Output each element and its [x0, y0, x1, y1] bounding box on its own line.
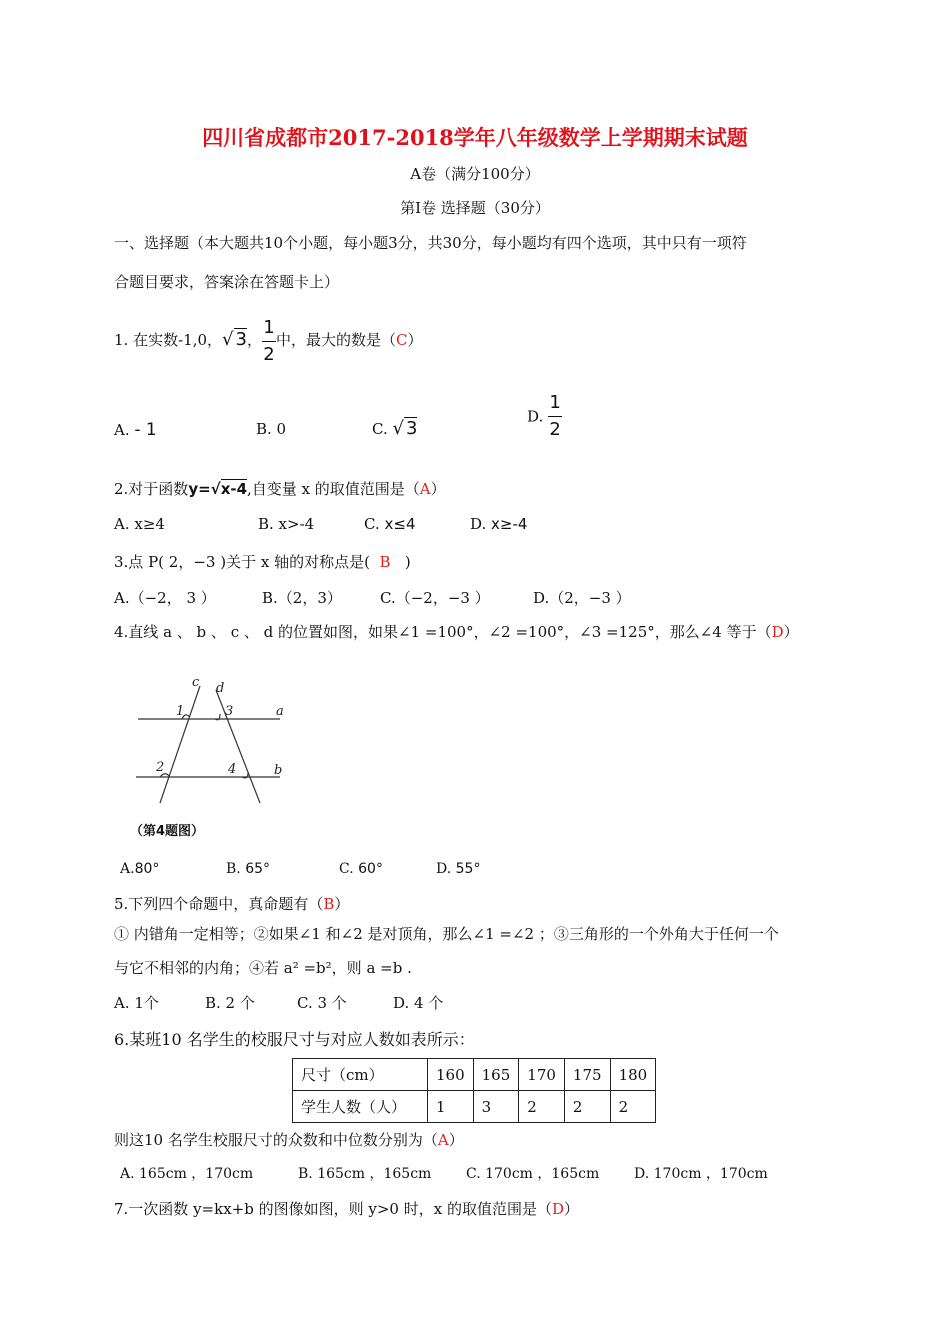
question-3: 3.点 P( 2，−3 )关于 x 轴的对称点是( B ) — [114, 553, 411, 571]
q6-option-a: A. 165cm ，170cm — [120, 1166, 254, 1182]
q6-answer: A — [437, 1131, 449, 1149]
q5-option-b: B. 2 个 — [205, 994, 255, 1012]
question-7: 7.一次函数 y=kx+b 的图像如图，则 y>0 时，x 的取值范围是（D） — [114, 1200, 580, 1218]
q1-suffix: 中，最大的数是（ — [275, 331, 396, 349]
table-cell: 3 — [473, 1091, 519, 1123]
label-angle-3: 3 — [225, 704, 234, 719]
table-row — [293, 1059, 656, 1091]
question-1 — [114, 314, 422, 366]
table-cell: 170 — [519, 1059, 565, 1091]
table-row — [293, 1091, 656, 1123]
q1-option-c-sqrt: √ 3 — [392, 418, 418, 439]
q6-option-c: C. 170cm ，165cm — [466, 1166, 600, 1182]
q2-answer: A — [419, 480, 431, 498]
q1-option-b: B. 0 — [256, 420, 287, 438]
q2-formula: y=√x-4 — [188, 480, 248, 498]
q4-option-a: A.80° — [120, 861, 160, 877]
q4-figure — [120, 670, 310, 818]
q3-option-b: B.（2，3） — [262, 589, 342, 607]
label-a: a — [276, 704, 284, 719]
q2-option-d: D. x≥-4 — [470, 515, 528, 533]
question-2: 2.对于函数y=√x-4,自变量 x 的取值范围是（A） — [114, 480, 446, 498]
q5-option-d: D. 4 个 — [393, 994, 444, 1012]
q1-close: ） — [407, 331, 423, 349]
q4-option-d: D. 55° — [436, 861, 481, 877]
q1-sqrt-radicand: 3 — [235, 329, 247, 350]
q1-option-c: C. √ 3 — [372, 418, 418, 439]
q1-answer: C — [395, 331, 408, 349]
q3-option-d: D.（2，−3 ） — [533, 589, 631, 607]
q1-sep: ， — [246, 331, 262, 349]
q4-option-b: B. 65° — [226, 861, 271, 877]
q4-figure-caption: （第4题图） — [130, 824, 205, 839]
q6-question: 则这10 名学生校服尺寸的众数和中位数分别为（A） — [114, 1131, 464, 1149]
table-cell-size-header: 尺寸（cm） — [293, 1059, 428, 1091]
q5-option-c: C. 3 个 — [297, 994, 347, 1012]
q2-option-a: A. x≥4 — [114, 515, 165, 533]
q1-prefix: 1. 在实数-1,0， — [114, 331, 223, 349]
q5-statements-line2: 与它不相邻的内角；④若 a² =b²，则 a =b . — [114, 959, 412, 977]
q1-option-a: A. - 1 — [114, 420, 157, 440]
q5-option-a: A. 1个 — [114, 994, 159, 1012]
q5-answer: B — [323, 895, 335, 913]
table-cell: 2 — [519, 1091, 565, 1123]
section-intro-line1: 一、选择题（本大题共10个小题，每小题3分，共30分，每小题均有四个选项，其中只有一项符 — [114, 234, 747, 252]
q1-option-d-fraction: $\frac{1}{2}$ — [549, 392, 561, 440]
label-angle-4: 4 — [228, 762, 237, 777]
label-c: c — [192, 675, 200, 690]
table-cell: 2 — [610, 1091, 656, 1123]
part-title: 第Ⅰ卷 选择题（30分） — [400, 199, 550, 217]
q3-option-c: C.（−2，−3 ） — [380, 589, 490, 607]
label-angle-1: 1 — [176, 704, 185, 719]
table-cell: 160 — [428, 1059, 474, 1091]
label-angle-2: 2 — [156, 760, 165, 775]
q2-option-c: C. x≤4 — [364, 515, 416, 533]
q2-option-b: B. x>-4 — [258, 515, 315, 533]
label-b: b — [274, 763, 283, 778]
q4-option-c: C. 60° — [339, 861, 383, 877]
q6-option-d: D. 170cm ，170cm — [634, 1166, 768, 1182]
q6-option-b: B. 165cm ，165cm — [298, 1166, 432, 1182]
table-cell-count-header: 学生人数（人） — [293, 1091, 428, 1123]
table-cell: 165 — [473, 1059, 519, 1091]
table-cell: 2 — [564, 1091, 610, 1123]
q1-sqrt: √ 3 — [222, 329, 247, 350]
table-cell: 175 — [564, 1059, 610, 1091]
page-title: 四川省成都市2017-2018学年八年级数学上学期期末试题 — [202, 125, 748, 150]
q1-option-d: D. $\frac{1}{2}$ — [527, 392, 561, 440]
subtitle: A卷（满分100分） — [410, 165, 540, 183]
q7-answer: D — [551, 1200, 564, 1218]
table-cell: 180 — [610, 1059, 656, 1091]
q4-answer: D — [771, 623, 784, 641]
q5-statements-line1: ① 内错角一定相等；②如果∠1 和∠2 是对顶角，那么∠1 =∠2 ；③三角形的一个外角大于任何一个 — [114, 925, 779, 943]
q1-frac-num: 1 — [263, 316, 275, 338]
q3-answer: B — [379, 553, 391, 571]
section-intro-line2: 合题目要求，答案涂在答题卡上） — [114, 273, 340, 291]
table-cell: 1 — [428, 1091, 474, 1123]
line-d — [216, 690, 260, 803]
label-d: d — [216, 681, 225, 696]
q1-frac-den: 2 — [263, 343, 275, 365]
question-5: 5.下列四个命题中，真命题有（B） — [114, 895, 350, 913]
q3-option-a: A.（−2， 3 ） — [114, 589, 216, 607]
question-4: 4.直线 a 、 b 、 c 、 d 的位置如图，如果∠1 =100°，∠2 =100°，∠3 =125°，那么∠4 等于（D） — [114, 623, 799, 641]
q6-size-table — [292, 1058, 656, 1123]
question-6: 6.某班10 名学生的校服尺寸与对应人数如表所示： — [114, 1030, 475, 1049]
q1-fraction — [262, 318, 276, 365]
